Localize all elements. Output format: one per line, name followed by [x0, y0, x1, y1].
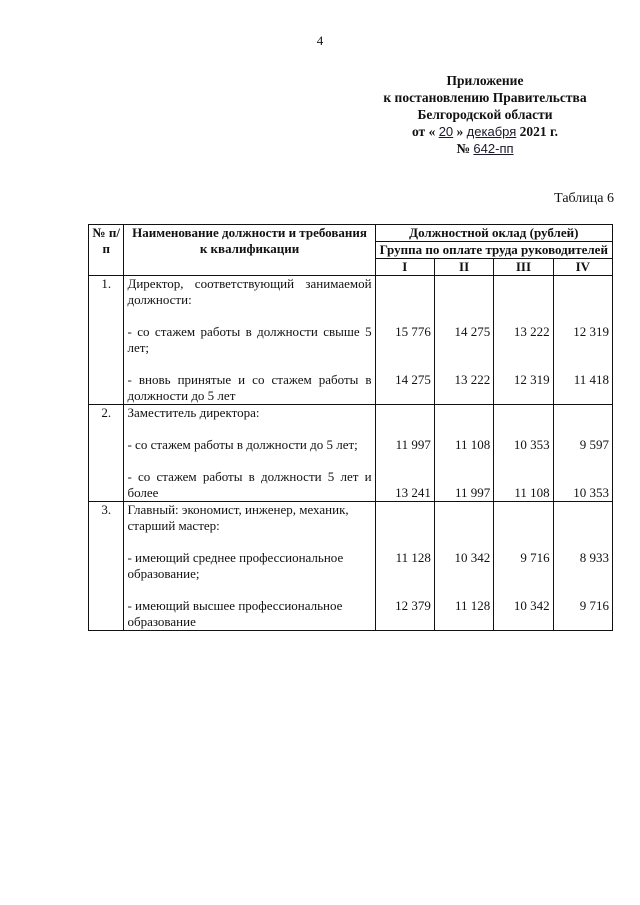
row-number: 3. — [89, 502, 124, 631]
number-value: 642-пп — [473, 141, 514, 156]
salary-cell-group-2 — [434, 502, 493, 631]
date-year: 2021 г. — [519, 124, 558, 139]
header-salary: Должностной оклад (рублей) — [375, 225, 612, 242]
table-row — [89, 502, 613, 631]
salary-value: 10 342 — [513, 598, 550, 613]
salary-cell-group-4 — [553, 502, 612, 631]
salary-value: 13 222 — [513, 324, 550, 339]
salary-value: 11 418 — [573, 372, 609, 387]
salary-value: 8 933 — [579, 550, 609, 565]
salary-value: 11 128 — [395, 550, 431, 565]
salary-value: 15 776 — [395, 324, 431, 339]
date-day: 20 — [438, 124, 454, 139]
header-group-2: II — [434, 259, 493, 276]
salary-value: 11 108 — [514, 485, 550, 500]
header-group: Группа по оплате труда руководителей — [375, 242, 612, 259]
appendix-line-decree: к постановлению Правительства — [383, 90, 587, 105]
position-requirement: - со стажем работы в должности свыше 5 лет; — [127, 324, 372, 355]
salary-value: 11 128 — [454, 598, 491, 613]
salary-value: 11 997 — [454, 485, 491, 500]
salary-value: 12 379 — [395, 598, 431, 613]
salary-cell-group-3 — [494, 276, 553, 405]
salary-value: 12 319 — [573, 324, 609, 339]
page-number: 4 — [316, 33, 324, 48]
appendix-header — [360, 72, 610, 157]
salary-cell-group-2 — [434, 405, 493, 502]
salary-value: 14 275 — [395, 372, 431, 387]
appendix-line-region: Белгородской области — [417, 107, 553, 122]
salary-value: 14 275 — [454, 324, 491, 339]
salary-value: 11 997 — [395, 437, 431, 452]
position-cell — [124, 502, 375, 631]
header-title: Наименование должности и требования к квалификации — [124, 225, 375, 276]
salary-value: 10 353 — [573, 485, 609, 500]
row-number: 2. — [89, 405, 124, 502]
header-num: № п/п — [89, 225, 124, 276]
table-label: Таблица 6 — [554, 191, 614, 206]
position-title: Заместитель директора: — [127, 405, 260, 420]
salary-value: 11 108 — [454, 437, 491, 452]
salary-cell-group-3 — [494, 502, 553, 631]
salary-cell-group-1 — [375, 405, 434, 502]
header-group-3: III — [494, 259, 553, 276]
salary-value: 9 716 — [579, 598, 609, 613]
salary-cell-group-1 — [375, 276, 434, 405]
header-group-1: I — [375, 259, 434, 276]
salary-value: 9 597 — [579, 437, 609, 452]
salary-cell-group-2 — [434, 276, 493, 405]
salary-cell-group-3 — [494, 405, 553, 502]
position-cell — [124, 276, 375, 405]
row-number: 1. — [89, 276, 124, 405]
salary-cell-group-4 — [553, 405, 612, 502]
position-requirement: - имеющий высшее профессиональное образование — [127, 598, 343, 629]
table-row — [89, 276, 613, 405]
header-group-4: IV — [553, 259, 612, 276]
position-cell — [124, 405, 375, 502]
salary-table — [88, 224, 613, 631]
salary-value: 13 222 — [454, 372, 491, 387]
number-prefix: № — [456, 141, 471, 156]
salary-value: 10 342 — [454, 550, 491, 565]
salary-value: 13 241 — [395, 485, 431, 500]
position-requirement: - со стажем работы в должности до 5 лет; — [127, 437, 358, 452]
position-title: Директор, соответствующий занимаемой должности: — [127, 276, 372, 307]
table-row — [89, 405, 613, 502]
date-month: декабря — [466, 124, 517, 139]
position-requirement: - вновь принятые и со стажем работы в должности до 5 лет — [127, 372, 372, 403]
salary-cell-group-1 — [375, 502, 434, 631]
salary-cell-group-4 — [553, 276, 612, 405]
position-requirement: - имеющий среднее профессиональное образование; — [127, 550, 344, 581]
date-prefix: от « — [411, 124, 436, 139]
salary-value: 10 353 — [513, 437, 550, 452]
appendix-date — [360, 123, 610, 140]
salary-value: 9 716 — [520, 550, 550, 565]
position-title: Главный: экономист, инженер, механик, старший мастер: — [127, 502, 349, 533]
appendix-title: Приложение — [446, 73, 524, 88]
position-requirement: - со стажем работы в должности 5 лет и более — [127, 469, 372, 500]
salary-value: 12 319 — [513, 372, 550, 387]
appendix-number — [360, 140, 610, 157]
date-mid: » — [456, 124, 464, 139]
